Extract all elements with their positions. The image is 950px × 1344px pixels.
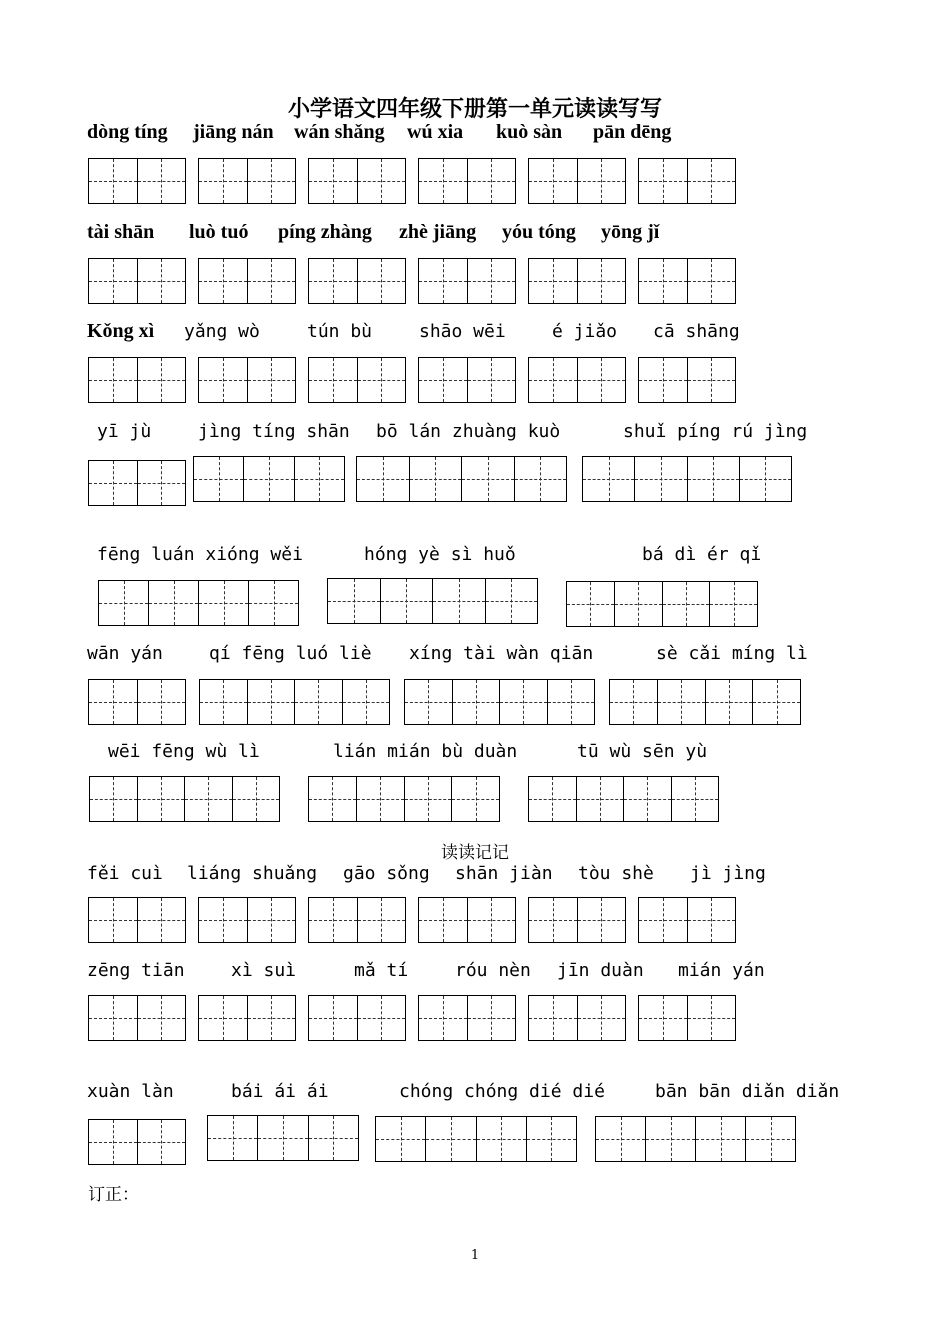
writing-grid[interactable] xyxy=(528,357,626,403)
writing-grid[interactable] xyxy=(198,158,296,204)
page-number: 1 xyxy=(470,1248,480,1263)
pinyin: fēng luán xióng wěi xyxy=(97,544,303,565)
pinyin: dòng tíng xyxy=(87,121,168,143)
writing-grid[interactable] xyxy=(418,897,516,943)
pinyin: zēng tiān xyxy=(87,960,185,981)
pinyin: gāo sǒng xyxy=(343,863,430,884)
writing-grid[interactable] xyxy=(638,357,736,403)
writing-grid[interactable] xyxy=(595,1116,796,1162)
section-subtitle: 读读记记 xyxy=(441,843,509,863)
writing-grid[interactable] xyxy=(638,158,736,204)
pinyin: yī jù xyxy=(97,421,152,442)
writing-grid[interactable] xyxy=(88,1119,186,1165)
pinyin: shān jiàn xyxy=(455,863,553,884)
pinyin: mǎ tí xyxy=(354,960,409,981)
pinyin: wú xia xyxy=(407,121,464,143)
writing-grid[interactable] xyxy=(638,258,736,304)
writing-grid[interactable] xyxy=(198,995,296,1041)
pinyin: xuàn làn xyxy=(87,1081,174,1102)
writing-grid[interactable] xyxy=(638,995,736,1041)
pinyin: píng zhàng xyxy=(278,221,372,243)
pinyin: shuǐ píng rú jìng xyxy=(623,421,808,442)
pinyin: jìng tíng shān xyxy=(198,421,350,442)
writing-grid[interactable] xyxy=(199,679,390,725)
writing-grid[interactable] xyxy=(528,776,719,822)
pinyin: róu nèn xyxy=(455,960,531,981)
writing-grid[interactable] xyxy=(528,158,626,204)
writing-grid[interactable] xyxy=(418,357,516,403)
pinyin: wān yán xyxy=(87,643,163,664)
writing-grid[interactable] xyxy=(207,1115,359,1161)
writing-grid[interactable] xyxy=(327,578,538,624)
writing-grid[interactable] xyxy=(418,995,516,1041)
writing-grid[interactable] xyxy=(582,456,792,502)
pinyin: liáng shuǎng xyxy=(187,863,318,884)
writing-grid[interactable] xyxy=(308,776,500,822)
writing-grid[interactable] xyxy=(88,258,186,304)
pinyin: lián mián bù duàn xyxy=(333,741,518,762)
writing-grid[interactable] xyxy=(198,258,296,304)
writing-grid[interactable] xyxy=(88,897,186,943)
pinyin: cā shāng xyxy=(653,321,740,342)
pinyin: mián yán xyxy=(678,960,765,981)
writing-grid[interactable] xyxy=(638,897,736,943)
pinyin: wán shǎng xyxy=(294,121,385,143)
pinyin: bō lán zhuàng kuò xyxy=(376,421,561,442)
pinyin: é jiǎo xyxy=(552,321,618,342)
writing-grid[interactable] xyxy=(198,897,296,943)
pinyin: chóng chóng dié dié xyxy=(399,1081,605,1102)
writing-grid[interactable] xyxy=(88,158,186,204)
writing-grid[interactable] xyxy=(308,258,406,304)
writing-grid[interactable] xyxy=(609,679,801,725)
pinyin: wēi fēng wù lì xyxy=(108,741,260,762)
writing-grid[interactable] xyxy=(566,581,758,627)
pinyin: jì jìng xyxy=(690,863,766,884)
writing-grid[interactable] xyxy=(528,897,626,943)
pinyin: fěi cuì xyxy=(87,863,163,884)
writing-grid[interactable] xyxy=(98,580,299,626)
writing-grid[interactable] xyxy=(528,995,626,1041)
writing-grid[interactable] xyxy=(308,995,406,1041)
pinyin: luò tuó xyxy=(189,221,249,243)
pinyin: xíng tài wàn qiān xyxy=(409,643,594,664)
writing-grid[interactable] xyxy=(88,679,186,725)
pinyin: hóng yè sì huǒ xyxy=(364,544,516,565)
pinyin: kuò sàn xyxy=(496,121,563,143)
writing-grid[interactable] xyxy=(88,460,186,506)
writing-grid[interactable] xyxy=(88,357,186,403)
pinyin: qí fēng luó liè xyxy=(209,643,372,664)
pinyin: jīn duàn xyxy=(557,960,644,981)
writing-grid[interactable] xyxy=(89,776,280,822)
pinyin: tún bù xyxy=(307,321,373,342)
writing-grid[interactable] xyxy=(308,357,406,403)
pinyin: pān dēng xyxy=(593,121,672,143)
pinyin: xì suì xyxy=(231,960,297,981)
pinyin: bá dì ér qǐ xyxy=(642,544,762,565)
pinyin: jiāng nán xyxy=(193,121,274,143)
writing-grid[interactable] xyxy=(356,456,567,502)
pinyin: yōng jǐ xyxy=(601,221,660,243)
pinyin: yǎng wò xyxy=(184,321,260,342)
writing-grid[interactable] xyxy=(198,357,296,403)
writing-grid[interactable] xyxy=(193,456,345,502)
pinyin: Kǒng xì xyxy=(87,320,155,342)
pinyin: sè cǎi míng lì xyxy=(656,643,808,664)
pinyin: shāo wēi xyxy=(419,321,506,342)
writing-grid[interactable] xyxy=(88,995,186,1041)
pinyin: tòu shè xyxy=(578,863,654,884)
pinyin: yóu tóng xyxy=(502,221,576,243)
writing-grid[interactable] xyxy=(404,679,595,725)
correction-label: 订正： xyxy=(88,1185,139,1205)
writing-grid[interactable] xyxy=(308,897,406,943)
writing-grid[interactable] xyxy=(528,258,626,304)
writing-grid[interactable] xyxy=(375,1116,577,1162)
writing-grid[interactable] xyxy=(418,158,516,204)
writing-grid[interactable] xyxy=(308,158,406,204)
pinyin: zhè jiāng xyxy=(399,221,477,243)
pinyin: bān bān diǎn diǎn xyxy=(655,1081,840,1102)
pinyin: bái ái ái xyxy=(231,1081,329,1102)
pinyin: tū wù sēn yù xyxy=(577,741,708,762)
writing-grid[interactable] xyxy=(418,258,516,304)
page-title: 小学语文四年级下册第一单元读读写写 xyxy=(287,96,662,122)
pinyin: tài shān xyxy=(87,221,155,243)
